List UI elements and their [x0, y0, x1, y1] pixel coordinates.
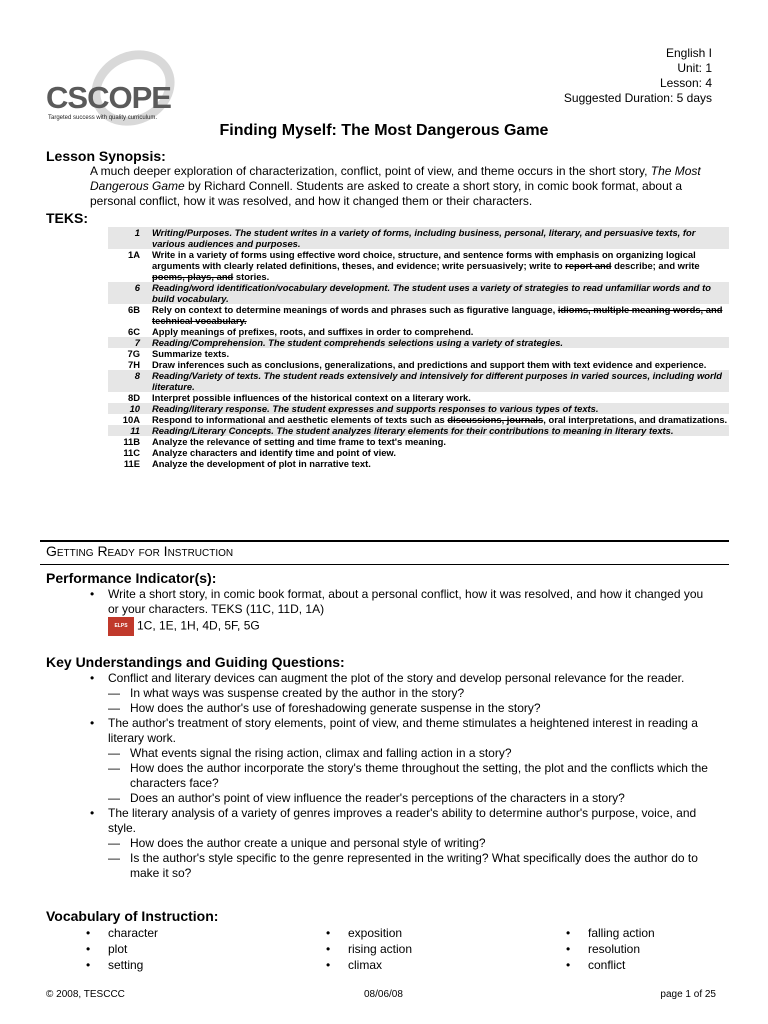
synopsis-part-a: A much deeper exploration of characterization, conflict, point of view, and theme occurs in the short story, — [90, 164, 651, 178]
struck-text: idioms, multiple meaning words, and technical vocabulary. — [152, 304, 723, 326]
teks-row — [108, 447, 729, 458]
teks-text: Respond to informational and aesthetic elements of texts such as — [152, 414, 448, 425]
unit-number: Unit: 1 — [677, 61, 712, 75]
teks-row — [108, 414, 729, 425]
teks-code: 1A — [128, 249, 140, 260]
synopsis-part-b: by Richard Connell. Students are asked to create a short story, in comic book format, about a personal conflict, how it was resolved, and how it changed them or their characters. — [90, 179, 683, 208]
teks-table — [108, 227, 729, 469]
vocabulary-heading: Vocabulary of Instruction: — [46, 908, 219, 924]
teks-code: 11C — [123, 447, 140, 458]
teks-code: 6C — [128, 326, 140, 337]
teks-code: 11 — [130, 425, 140, 436]
teks-code: 7H — [128, 359, 140, 370]
teks-code: 8D — [128, 392, 140, 403]
footer-copyright: © 2008, TESCCC — [46, 989, 125, 1000]
teks-code: 6B — [128, 304, 140, 315]
understandings-list — [90, 671, 712, 881]
synopsis-heading: Lesson Synopsis: — [46, 148, 166, 164]
teks-desc: Draw inferences such as conclusions, generalizations, and predictions and support them with text evidence and experience. — [152, 359, 707, 370]
teks-desc: Reading/Variety of texts. The student reads extensively and intensively for different purposes in varied sources, including world literature. — [152, 370, 722, 392]
elps-codes: 1C, 1E, 1H, 4D, 5F, 5G — [137, 618, 260, 633]
vocab-term: • setting — [84, 957, 158, 973]
suggested-duration: Suggested Duration: 5 days — [563, 91, 712, 105]
teks-code: 8 — [134, 370, 140, 381]
guiding-question: — Does an author's point of view influence the reader's perceptions of the characters in a story? — [90, 791, 712, 806]
teks-row — [108, 436, 729, 447]
teks-text: stories. — [233, 271, 270, 282]
vocabulary-column-2 — [324, 925, 412, 973]
vocab-term: • falling action — [564, 925, 655, 941]
teks-row — [108, 348, 729, 359]
teks-desc: Summarize texts. — [152, 348, 230, 359]
vocab-term: • character — [84, 925, 158, 941]
performance-heading: Performance Indicator(s): — [46, 570, 217, 586]
guiding-question: — How does the author incorporate the story's theme throughout the setting, the plot and the conflicts which the characters face? — [90, 761, 712, 791]
teks-code: 1 — [134, 227, 140, 238]
teks-desc: Analyze characters and identify time and point of view. — [152, 447, 396, 458]
vocab-term: • climax — [324, 957, 412, 973]
understandings-heading: Key Understandings and Guiding Questions: — [46, 654, 345, 670]
section-rule-bottom — [40, 564, 729, 565]
section-rule-top — [40, 540, 729, 542]
teks-text: Rely on context to determine meanings of words and phrases such as figurative language, — [152, 304, 558, 315]
guiding-question: — Is the author's style specific to the genre represented in the writing? What specifically does the author do to make it so? — [90, 851, 712, 881]
story-title: The Most Dangerous Game — [90, 164, 701, 193]
teks-desc: Reading/literary response. The student expresses and supports responses to various types of texts. — [152, 403, 599, 414]
teks-row — [108, 282, 729, 304]
teks-row — [108, 403, 729, 414]
vocab-term: • resolution — [564, 941, 655, 957]
teks-row — [108, 326, 729, 337]
vocab-term: • plot — [84, 941, 158, 957]
teks-desc: Interpret possible influences of the historical context on a literary work. — [152, 392, 471, 403]
teks-desc: Analyze the development of plot in narrative text. — [152, 458, 371, 469]
page-title: Finding Myself: The Most Dangerous Game — [219, 122, 549, 139]
teks-row — [108, 359, 729, 370]
guiding-question: — How does the author create a unique and personal style of writing? — [90, 836, 712, 851]
teks-text: Write in a variety of forms using effective word choice, structure, and sentence forms with emphasis on organizing logical arguments with clearly related definitions, theses, and evidence; write persuasively; write to — [152, 249, 696, 271]
teks-row — [108, 337, 729, 348]
understanding-item: • Conflict and literary devices can augment the plot of the story and develop personal relevance for the reader. — [90, 671, 712, 686]
teks-desc: Reading/Comprehension. The student comprehends selections using a variety of strategies. — [152, 337, 564, 348]
teks-desc — [152, 249, 729, 282]
teks-code: 7G — [127, 348, 140, 359]
struck-text: report and — [565, 260, 612, 271]
elps-badge: ELPS — [108, 617, 134, 636]
struck-text: discussions, journals — [447, 414, 544, 425]
synopsis-text — [90, 164, 712, 209]
teks-row — [108, 425, 729, 436]
footer-date: 08/06/08 — [364, 989, 403, 1000]
teks-code: 10A — [122, 414, 140, 425]
teks-desc: Apply meanings of prefixes, roots, and suffixes in order to comprehend. — [152, 326, 474, 337]
understanding-item: • The literary analysis of a variety of genres improves a reader's ability to determine author's purpose, voice, and style. — [90, 806, 712, 836]
teks-code: 6 — [134, 282, 140, 293]
guiding-question: — In what ways was suspense created by the author in the story? — [90, 686, 712, 701]
teks-desc: Writing/Purposes. The student writes in a variety of forms, including business, personal, literary, and persuasive texts, for various audiences and purposes. — [152, 227, 696, 249]
teks-code: 7 — [134, 337, 140, 348]
vocabulary-column-3 — [564, 925, 655, 973]
teks-text: , oral interpretations, and dramatizations. — [543, 414, 728, 425]
performance-list — [90, 587, 712, 636]
logo-wordmark: CSCOPE — [46, 80, 171, 115]
guiding-question: — How does the author's use of foreshadowing generate suspense in the story? — [90, 701, 712, 716]
vocab-term: • rising action — [324, 941, 412, 957]
elps-line — [90, 617, 712, 636]
teks-row — [108, 249, 729, 282]
vocab-term: • conflict — [564, 957, 655, 973]
teks-row — [108, 304, 729, 326]
teks-row — [108, 227, 729, 249]
teks-code: 11E — [123, 458, 140, 469]
cscope-logo — [46, 52, 178, 124]
guiding-question: — What events signal the rising action, climax and falling action in a story? — [90, 746, 712, 761]
teks-row — [108, 458, 729, 469]
teks-text: describe; and write — [611, 260, 700, 271]
teks-desc: Analyze the relevance of setting and time frame to text's meaning. — [152, 436, 446, 447]
lesson-number: Lesson: 4 — [659, 76, 712, 90]
understanding-item: • The author's treatment of story elements, point of view, and theme stimulates a heightened interest in reading a literary work. — [90, 716, 712, 746]
teks-heading: TEKS: — [46, 210, 88, 226]
footer-page-number: page 1 of 25 — [660, 989, 716, 1000]
teks-row — [108, 392, 729, 403]
teks-desc — [152, 304, 729, 326]
logo-tagline: Targeted success with quality curriculum. — [48, 115, 158, 121]
vocab-term: • exposition — [324, 925, 412, 941]
performance-item: • Write a short story, in comic book format, about a personal conflict, how it was resolved, and how it changed you or your characters. TEKS (11C, 11D, 1A) — [90, 587, 712, 617]
teks-code: 11B — [123, 436, 140, 447]
course-name: English I — [665, 46, 712, 60]
teks-desc: Reading/word identification/vocabulary development. The student uses a variety of strategies to read unfamiliar words and to build vocabulary. — [152, 282, 711, 304]
section-title: Getting Ready for Instruction — [46, 543, 234, 559]
struck-text: poems, plays, and — [152, 271, 234, 282]
teks-desc: Reading/Literary Concepts. The student analyzes literary elements for their contributions to meaning in literary texts. — [152, 425, 674, 436]
teks-desc — [152, 414, 729, 425]
vocabulary-column-1 — [84, 925, 158, 973]
teks-row — [108, 370, 729, 392]
teks-code: 10 — [129, 403, 140, 414]
lesson-meta — [564, 46, 712, 106]
